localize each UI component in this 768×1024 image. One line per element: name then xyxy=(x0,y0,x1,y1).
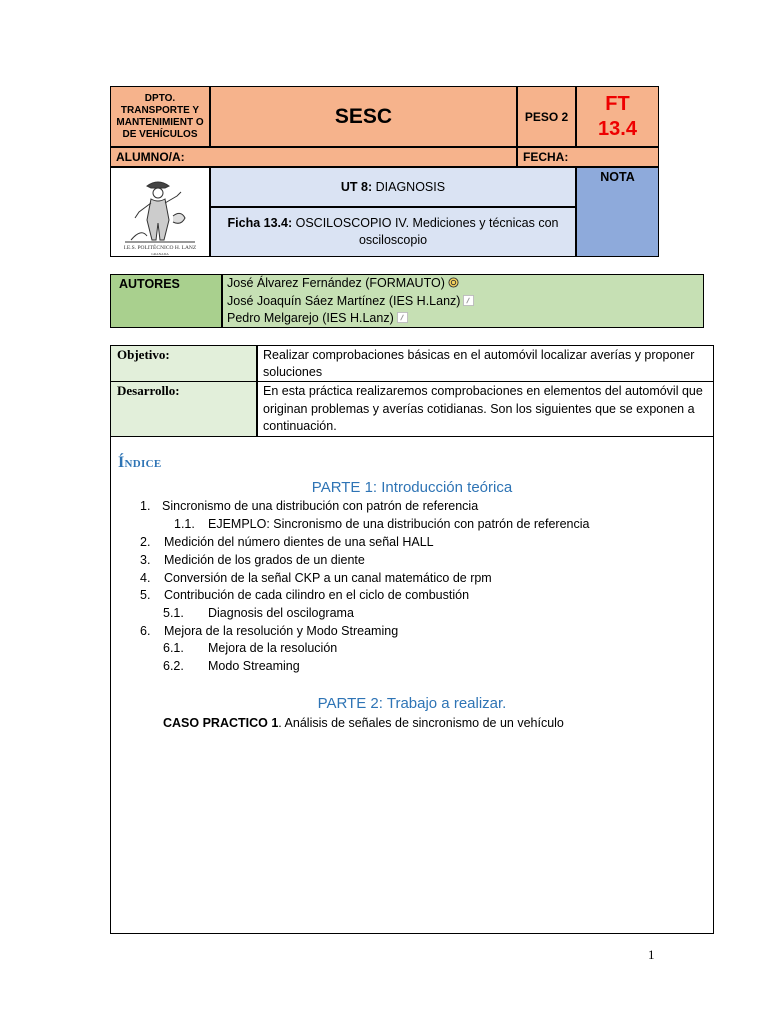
case-study-label: CASO PRACTICO 1 xyxy=(163,716,279,730)
subject-cell xyxy=(210,86,517,147)
development-label: Desarrollo: xyxy=(117,383,180,398)
link-icon xyxy=(397,312,408,323)
case-study-line xyxy=(163,716,564,730)
objective-label: Objetivo: xyxy=(117,347,170,362)
cc-license-icon xyxy=(448,277,459,288)
weight-cell xyxy=(517,86,576,147)
ft-label: FT xyxy=(605,92,630,115)
date-field xyxy=(517,147,659,167)
student-field xyxy=(110,147,517,167)
objective-text-cell xyxy=(257,345,714,382)
sheet-title: OSCILOSCOPIO IV. Mediciones y técnicas con osciloscopio xyxy=(295,216,559,247)
development-label-cell xyxy=(110,381,257,437)
author-item: José Joaquín Sáez Martínez (IES H.Lanz) xyxy=(227,293,699,311)
subject-title: SESC xyxy=(334,104,393,128)
development-text: En esta práctica realizaremos comprobaciones en elementos del automóvil que originan problemas y averías cotidianas. Son los siguientes que se exponen a continuación. xyxy=(263,384,703,433)
logo-caption: I.E.S. POLITÉCNICO H. LANZ xyxy=(123,245,197,251)
author-item: José Álvarez Fernández (FORMAUTO) xyxy=(227,275,699,293)
department-cell xyxy=(110,86,210,147)
department-label: DPTO. TRANSPORTE Y MANTENIMIENT O DE VEHÍCULOS xyxy=(116,92,204,140)
author-item: Pedro Melgarejo (IES H.Lanz) xyxy=(227,310,699,328)
student-label: ALUMNO/A: xyxy=(116,150,185,164)
logo-subcaption: GRANADA xyxy=(151,252,169,256)
index-title: Índice xyxy=(118,454,162,471)
authors-list xyxy=(222,274,704,328)
school-logo-cell xyxy=(110,167,210,257)
ft-cell xyxy=(576,86,659,147)
ft-number: 13.4 xyxy=(598,117,637,140)
page-number: 1 xyxy=(648,947,655,962)
weight-label: PESO 2 xyxy=(524,109,569,124)
unit-prefix: UT 8: xyxy=(340,180,373,194)
part1-heading: PARTE 1: Introducción teórica xyxy=(311,479,513,496)
authors-label: AUTORES xyxy=(119,277,180,291)
link-icon xyxy=(463,295,474,306)
authors-label-cell xyxy=(110,274,222,328)
part2-heading: PARTE 2: Trabajo a realizar. xyxy=(317,695,507,712)
sheet-prefix: Ficha 13.4: xyxy=(227,216,293,230)
objective-text: Realizar comprobaciones básicas en el automóvil localizar averías y proponer soluciones xyxy=(263,348,695,379)
unit-cell xyxy=(210,167,576,207)
unit-name: DIAGNOSIS xyxy=(375,180,446,194)
sheet-cell xyxy=(210,207,576,257)
development-text-cell xyxy=(257,381,714,437)
grade-label: NOTA xyxy=(600,170,635,184)
date-label: FECHA: xyxy=(523,150,569,164)
grade-cell xyxy=(576,167,659,257)
school-logo xyxy=(111,168,209,256)
objective-label-cell xyxy=(110,345,257,382)
case-study-text: . Análisis de señales de sincronismo de un vehículo xyxy=(278,716,564,730)
